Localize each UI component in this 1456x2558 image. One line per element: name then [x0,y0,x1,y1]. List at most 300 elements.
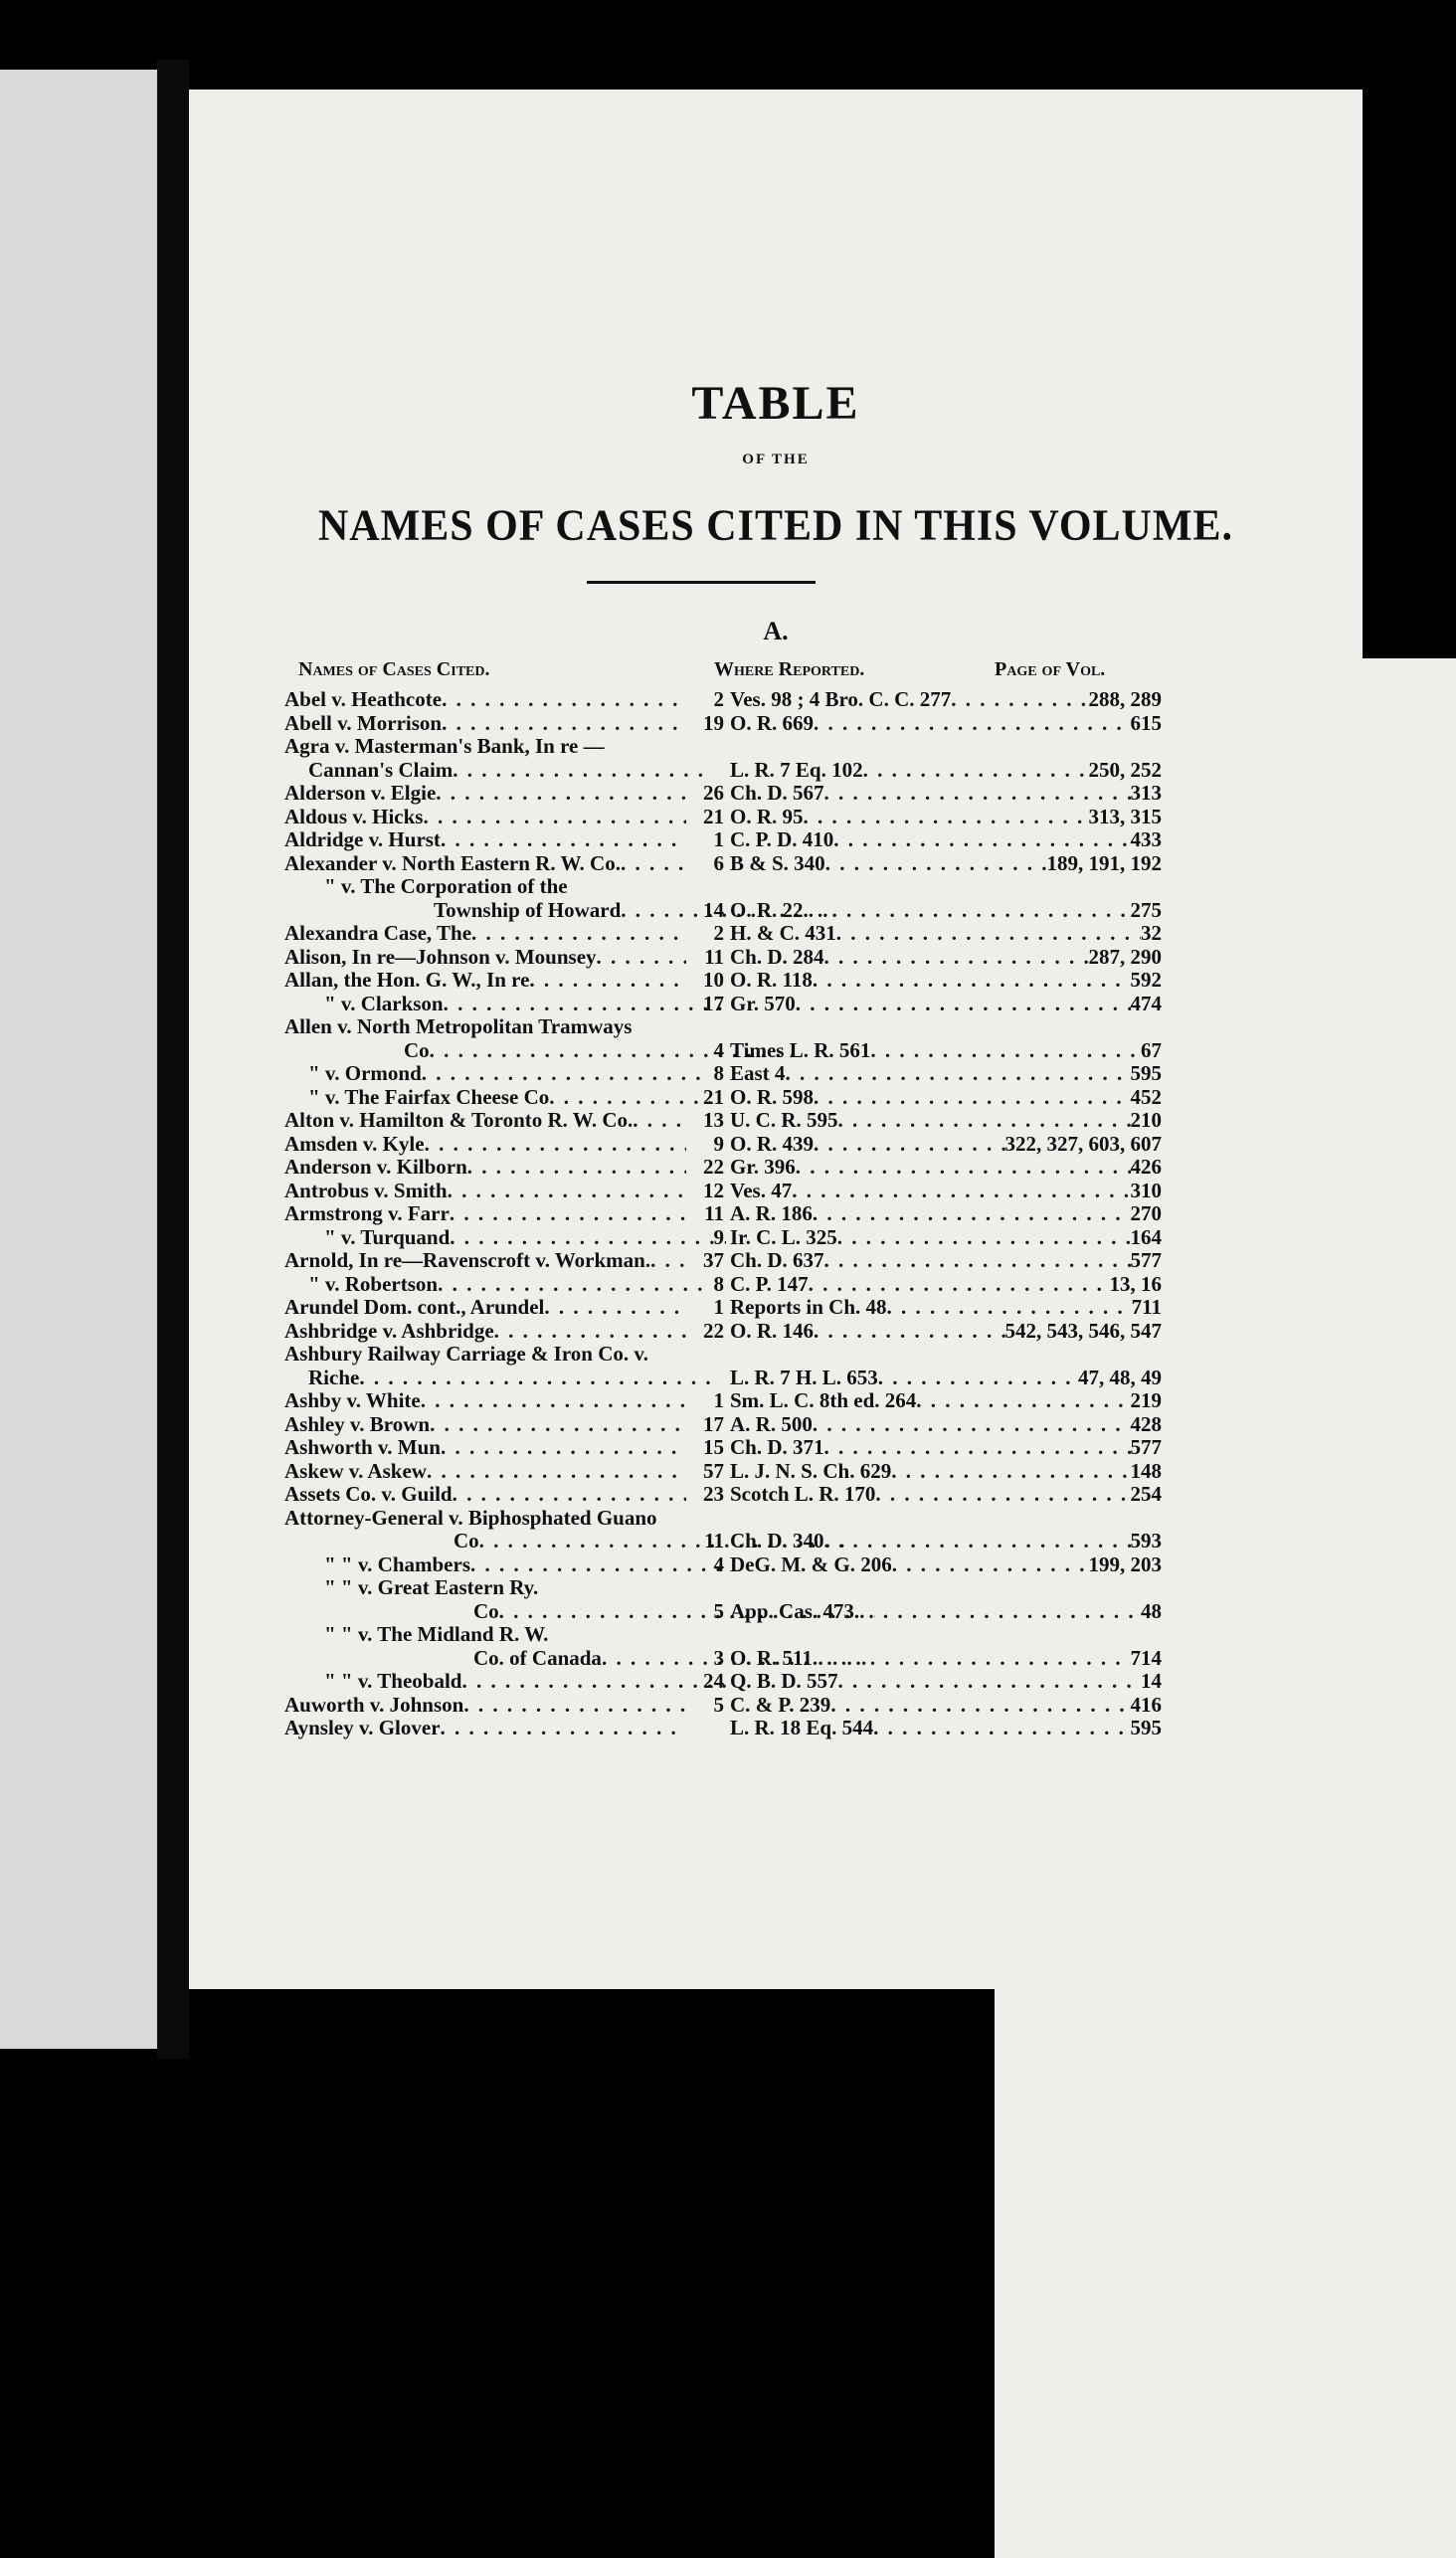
page-numbers: 416 [1130,1693,1162,1717]
table-row [189,1039,1363,1063]
page-numbers: 47, 48, 49 [1078,1366,1162,1389]
citation-cell [694,1320,1162,1344]
leader-dots [650,1249,686,1273]
book-page [189,90,1363,1989]
case-name-cell [284,1623,726,1647]
page-numbers: 592 [1130,969,1162,992]
leader-dots [453,1483,686,1507]
leader-dots [813,1202,1131,1226]
case-name: Alison, In re—Johnson v. Mounsey [284,945,597,969]
leader-dots [863,759,1089,783]
leader-dots [442,712,686,736]
citation-cell [694,922,1162,946]
volume-number: 22 [703,1156,724,1179]
report-citation: C. & P. 239 [730,1693,831,1717]
case-name: " " v. Chambers [324,1553,470,1576]
report-citation: C. P. D. 410 [730,828,834,851]
citation-cell [694,1133,1162,1157]
page-numbers: 313 [1130,782,1162,805]
report-citation: U. C. R. 595 [730,1109,838,1132]
case-name: Alton v. Hamilton & Toronto R. W. Co. [284,1109,634,1132]
table-row [189,1015,1363,1039]
report-citation: Ir. C. L. 325 [730,1225,837,1249]
volume-number: 17 [703,992,724,1015]
case-name: Riche [308,1366,360,1389]
leader-dots [916,1389,1130,1413]
citation-cell [694,782,1162,806]
volume-number: 21 [703,1085,724,1109]
table-row [189,1694,1363,1718]
volume-number: 12 [703,1179,724,1202]
case-name: Ashby v. White [284,1389,421,1412]
report-citation: Gr. 396 [730,1156,796,1179]
table-row [189,806,1363,829]
leader-dots [833,828,1130,852]
citation-cell [694,806,1162,829]
volume-number: 11 [704,1202,724,1225]
leader-dots [621,852,686,876]
leader-dots [875,1483,1130,1507]
page-numbers: 542, 543, 546, 547 [1004,1319,1162,1343]
volume-number: 8 [713,1062,724,1085]
citation-cell [694,1413,1162,1437]
report-citation: Ves. 98 ; 4 Bro. C. C. 277 [730,688,952,711]
table-row [189,1086,1363,1110]
report-citation: Reports in Ch. 48 [730,1296,887,1319]
report-citation: A. R. 186 [730,1202,813,1225]
leader-dots [887,1296,1132,1320]
table-row [189,1623,1363,1647]
table-row [189,1273,1363,1297]
case-name-cell [284,1389,686,1413]
volume-number: 22 [703,1319,724,1343]
citation-cell [694,688,1162,712]
page-numbers: 148 [1130,1459,1162,1483]
report-citation: L. R. 18 Eq. 544 [730,1717,874,1739]
report-citation: L. R. 7 Eq. 102 [730,758,863,782]
leader-dots [813,969,1131,993]
report-citation: Q. B. D. 557 [730,1670,838,1693]
leader-dots [422,1062,710,1086]
report-citation: App. Cas. 473 [730,1599,854,1623]
table-row [189,1576,1363,1600]
report-citation: Scotch L. R. 170 [730,1483,876,1506]
table-row [189,946,1363,970]
leader-dots [448,1180,686,1203]
case-name: Ashbury Railway Carriage & Iron Co. v. [284,1343,648,1366]
leader-dots [870,1039,1141,1063]
heading-rule [587,581,816,584]
case-name: Agra v. Masterman's Bank, In re — [284,735,605,758]
leader-dots [450,1226,726,1250]
volume-number: 24 [703,1670,724,1693]
case-name-cell [284,1086,710,1110]
page-numbers: 595 [1130,1717,1162,1739]
report-citation: O. R. 439 [730,1132,814,1156]
case-name-cell [284,1367,710,1390]
case-name: Aynsley v. Glover [284,1717,441,1739]
case-name: Auworth v. Johnson [284,1693,464,1717]
case-name-cell [284,852,686,876]
leader-dots [830,1694,1130,1718]
volume-number: 5 [713,1599,724,1623]
volume-number: 17 [703,1412,724,1436]
citation-cell [694,759,1162,783]
volume-number: 26 [703,782,724,805]
case-name-cell [284,1180,686,1203]
case-name-cell [284,688,686,712]
citation-cell [694,1296,1162,1320]
leader-dots [813,1647,1131,1671]
table-row [189,1600,1363,1624]
leader-dots [814,1086,1131,1110]
case-name: Co [473,1599,499,1623]
citation-cell [694,969,1162,993]
citation-cell [694,1180,1162,1203]
section-letter: A. [763,617,789,645]
page-numbers: 595 [1130,1062,1162,1085]
volume-number: 57 [703,1459,724,1483]
case-table [189,688,1363,1740]
table-row [189,1389,1363,1413]
table-row [189,875,1363,899]
case-name: Alexandra Case, The [284,922,472,945]
case-name: Cannan's Claim [308,758,454,782]
column-header-page: Page of Vol. [995,658,1456,2558]
case-name: Aldous v. Hicks [284,805,424,828]
leader-dots [792,1180,1130,1203]
page-numbers: 577 [1130,1436,1162,1459]
leader-dots [824,946,1089,970]
page-numbers: 322, 327, 603, 607 [1004,1132,1162,1156]
book-gutter [157,60,189,2059]
case-name-cell [284,1483,686,1507]
case-name-cell [284,782,686,806]
page-numbers: 711 [1131,1296,1162,1319]
case-name-cell [284,1226,726,1250]
leader-dots [814,712,1131,736]
report-citation: Times L. R. 561 [730,1038,871,1062]
case-name: Ashley v. Brown [284,1412,431,1436]
report-citation: O. R. 95 [730,805,804,828]
case-name-cell [284,1062,710,1086]
table-row [189,828,1363,852]
page-numbers: 433 [1130,828,1162,851]
table-row [189,1367,1363,1390]
report-citation: L. R. 7 H. L. 653 [730,1366,878,1389]
page-numbers: 32 [1141,922,1162,945]
page-numbers: 428 [1130,1412,1162,1436]
page-numbers: 14 [1141,1670,1162,1693]
case-name: Abel v. Heathcote [284,688,443,711]
leader-dots [878,1367,1078,1390]
case-name: Township of Howard [434,898,622,922]
citation-cell [694,1694,1162,1718]
citation-cell [694,1436,1162,1460]
volume-number: 23 [703,1483,724,1506]
citation-cell [694,1273,1162,1297]
citation-cell [694,1226,1162,1250]
table-row [189,1202,1363,1226]
page-numbers: 275 [1130,898,1162,922]
table-row [189,1530,1363,1553]
case-name-cell [284,1273,710,1297]
leader-dots [441,1436,686,1460]
case-name-cell [284,1576,726,1600]
case-name-cell [284,1156,686,1180]
leader-dots [838,1670,1141,1694]
table-row [189,922,1363,946]
citation-cell [694,1086,1162,1110]
leader-dots [438,1273,710,1297]
leader-dots [529,969,686,993]
report-citation: L. J. N. S. Ch. 629 [730,1459,892,1483]
case-name-cell [284,712,686,736]
case-name: " " v. Great Eastern Ry. [324,1576,539,1599]
leader-dots [891,1460,1130,1484]
leader-dots [809,1273,1110,1297]
page-numbers: 48 [1141,1599,1162,1623]
case-name: Assets Co. v. Guild [284,1483,453,1506]
case-name: " v. Clarkson [324,992,444,1015]
leader-dots [633,1109,686,1133]
volume-number: 3 [713,1646,724,1670]
report-citation: H. & C. 431 [730,922,836,945]
volume-number: 9 [713,1225,724,1249]
page-numbers: 210 [1130,1109,1162,1132]
leader-dots [814,1320,1005,1344]
leader-dots [359,1367,710,1390]
citation-cell [694,1530,1162,1553]
table-row [189,1109,1363,1133]
leader-dots [597,946,686,970]
leader-dots [814,1133,1005,1157]
citation-cell [694,1717,1162,1740]
leader-dots [442,688,686,712]
page-numbers: 219 [1130,1389,1162,1412]
case-name: " v. Ormond [308,1062,422,1085]
table-row [189,1483,1363,1507]
case-name: Attorney-General v. Biphosphated Guano [284,1506,657,1530]
volume-number: 13 [703,1109,724,1132]
citation-cell [694,712,1162,736]
case-name-cell [284,1553,726,1577]
table-row [189,969,1363,993]
case-name-cell [284,1507,686,1531]
report-citation: Ch. D. 567 [730,782,824,805]
leader-dots [892,1553,1089,1577]
volume-number: 1 [713,1389,724,1412]
page-numbers: 199, 203 [1088,1553,1162,1576]
case-name-cell [284,1320,686,1344]
leader-dots [463,1694,686,1718]
leader-dots [951,688,1088,712]
case-name: Alderson v. Elgie [284,782,437,805]
leader-dots [838,1109,1131,1133]
citation-cell [694,852,1162,876]
citation-cell [694,993,1162,1016]
table-row [189,1156,1363,1180]
leader-dots [544,1296,686,1320]
volume-number: 1 [713,1296,724,1319]
leader-dots [436,782,686,806]
case-name-cell [284,1413,686,1437]
case-name: Aldridge v. Hurst [284,828,441,851]
case-name-cell [284,828,686,852]
case-name-cell [284,1460,686,1484]
citation-cell [694,1670,1162,1694]
case-name: Ashworth v. Mun [284,1436,441,1459]
volume-number: 9 [713,1132,724,1156]
case-name-cell [284,1343,686,1367]
report-citation: Sm. L. C. 8th ed. 264 [730,1389,917,1412]
table-row [189,1249,1363,1273]
table-row [189,993,1363,1016]
table-row [189,1553,1363,1577]
page-numbers: 288, 289 [1088,688,1162,711]
citation-cell [694,1389,1162,1413]
leader-dots [494,1320,686,1344]
volume-number: 5 [713,1693,724,1717]
leader-dots [824,1249,1131,1273]
case-name: Ashbridge v. Ashbridge [284,1319,494,1343]
case-name: " v. Turquand [324,1225,451,1249]
table-row [189,1413,1363,1437]
report-citation: O. R. 146 [730,1319,814,1343]
leader-dots [813,1413,1131,1437]
page-numbers: 67 [1141,1038,1162,1062]
leader-dots [824,1436,1131,1460]
table-row [189,1717,1363,1740]
citation-cell [694,1202,1162,1226]
case-name: Antrobus v. Smith [284,1179,448,1202]
report-citation: Ch. D. 371 [730,1436,824,1459]
case-name-cell [284,1436,686,1460]
leader-dots [467,1156,686,1180]
volume-number: 11 [704,1530,724,1553]
case-name: Armstrong v. Farr [284,1202,450,1225]
citation-cell [694,1249,1162,1273]
report-citation: A. R. 500 [730,1412,813,1436]
citation-cell [694,1109,1162,1133]
table-row [189,1296,1363,1320]
case-name: Allan, the Hon. G. W., In re [284,969,530,992]
leader-dots [471,922,686,946]
case-name: " v. Robertson [308,1272,439,1296]
table-row [189,1507,1363,1531]
case-name-cell [284,1015,686,1039]
page-numbers: 474 [1130,992,1162,1015]
leader-dots [444,993,726,1016]
case-name: Arundel Dom. cont., Arundel [284,1296,545,1319]
citation-cell [694,1647,1162,1671]
page-numbers: 189, 191, 192 [1046,851,1162,875]
leader-dots [804,806,1089,829]
citation-cell [694,828,1162,852]
case-name: " " v. The Midland R. W. [324,1623,549,1646]
volume-number: 19 [703,711,724,735]
leader-dots [854,1600,1141,1624]
report-citation: B & S. 340 [730,851,825,875]
report-citation: Gr. 570 [730,992,796,1015]
citation-cell [694,899,1162,923]
volume-number: 14 [703,898,724,922]
case-name: Co [454,1530,479,1553]
page-numbers: 577 [1130,1249,1162,1272]
table-row [189,759,1363,783]
table-row [189,1226,1363,1250]
leader-dots [836,922,1141,946]
table-row [189,1320,1363,1344]
citation-cell [694,1039,1162,1063]
case-name: Co. of Canada [473,1646,602,1670]
case-name: Anderson v. Kilborn [284,1156,467,1179]
leader-dots [824,782,1131,806]
case-name: Co [404,1038,430,1062]
volume-number: 2 [713,688,724,711]
case-name-cell [284,1670,726,1694]
page-numbers: 270 [1130,1202,1162,1225]
leader-dots [796,1156,1131,1180]
page-numbers: 714 [1130,1646,1162,1670]
table-row [189,782,1363,806]
report-citation: O. R. 118 [730,969,813,992]
report-citation: O. R. 598 [730,1085,814,1109]
volume-number: 4 [713,1038,724,1062]
leader-dots [421,1389,686,1413]
citation-cell [694,1460,1162,1484]
case-name: " v. The Corporation of the [324,875,568,898]
citation-cell [694,1553,1162,1577]
page-numbers: 250, 252 [1088,758,1162,782]
volume-number: 37 [703,1249,724,1272]
leader-dots [425,1133,686,1157]
table-row [189,1436,1363,1460]
report-citation: East 4 [730,1062,786,1085]
case-name-cell [284,759,710,783]
citation-cell [694,1062,1162,1086]
volume-number: 6 [713,851,724,875]
case-name: " " v. Theobald [324,1670,462,1693]
case-name: Abell v. Morrison [284,711,443,735]
page-numbers: 426 [1130,1156,1162,1179]
volume-number: 1 [713,828,724,851]
case-name-cell [284,946,686,970]
case-name-cell [284,875,726,899]
page-numbers: 313, 315 [1088,805,1162,828]
case-name: Alexander v. North Eastern R. W. Co. [284,851,621,875]
page-numbers: 254 [1130,1483,1162,1506]
citation-cell [694,1156,1162,1180]
case-name-cell [284,735,686,759]
table-row [189,735,1363,759]
column-header-where: Where Reported. [714,658,865,680]
case-name-cell [284,1109,686,1133]
page-numbers: 287, 290 [1088,945,1162,969]
leader-dots [441,828,686,852]
table-row [189,899,1363,923]
leader-dots [470,1553,726,1577]
leader-dots [804,899,1131,923]
leader-dots [450,1202,686,1226]
case-name: Arnold, In re—Ravenscroft v. Workman. [284,1249,651,1272]
leader-dots [785,1062,1130,1086]
leader-dots [873,1717,1130,1740]
page-heading: NAMES OF CASES CITED IN THIS VOLUME. [317,501,1234,551]
page-numbers: 452 [1130,1085,1162,1109]
table-row [189,1180,1363,1203]
leader-dots [423,806,686,829]
